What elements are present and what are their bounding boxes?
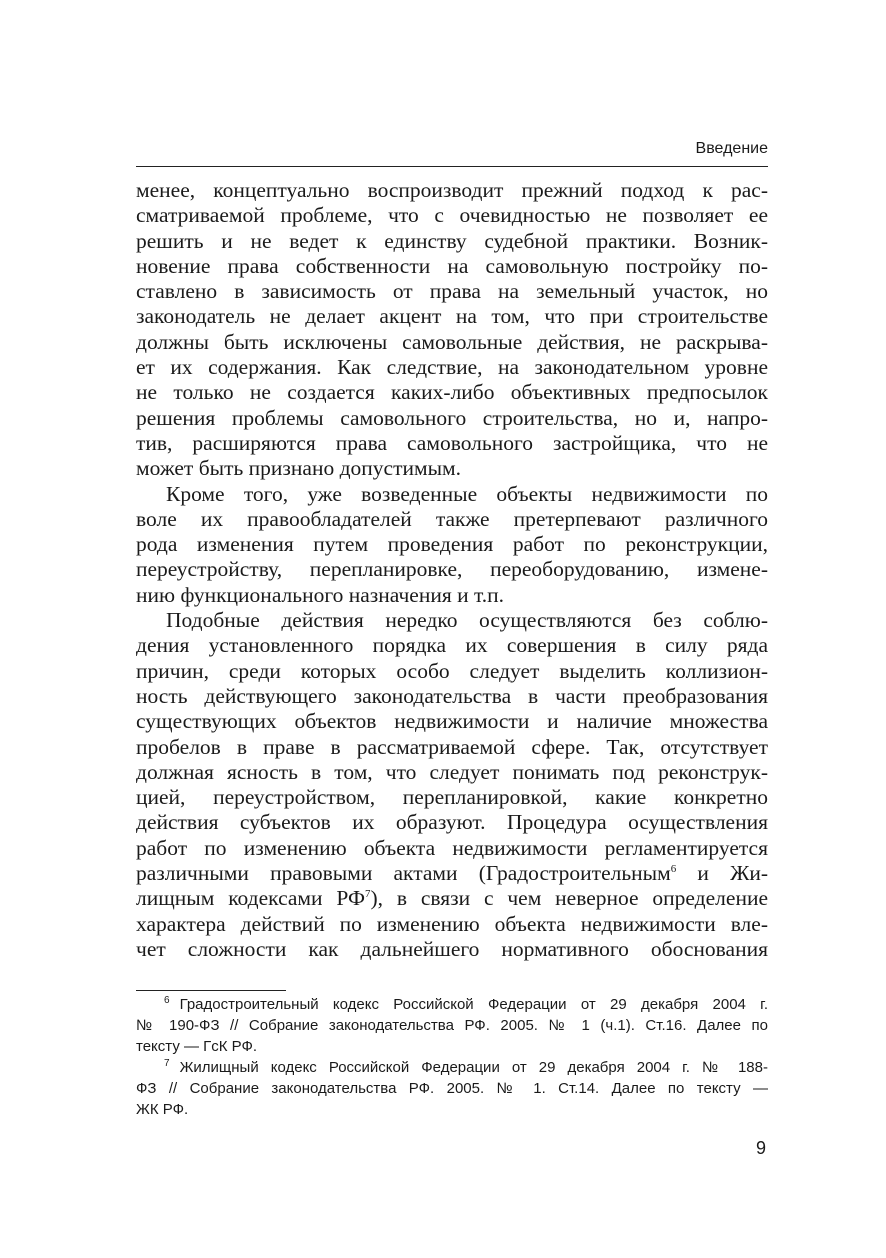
text-line: нию функционального назначения и т.п. <box>136 582 505 607</box>
footnote-line: ЖК РФ. <box>136 1101 189 1118</box>
paragraph-1 <box>136 178 768 482</box>
text-line: действия субъектов их образуют. Процедура осуществления <box>136 810 768 835</box>
text-fragment: ), в связи с чем неверное определение <box>370 886 768 911</box>
paragraph-3 <box>136 608 768 962</box>
footnote-line <box>136 994 768 1015</box>
footnote-line: тексту — ГсК РФ. <box>136 1038 258 1055</box>
text-line: рода изменения путем проведения работ по реконструкции, <box>136 532 768 557</box>
footnote-line <box>136 1057 768 1078</box>
text-line: ет их содержания. Как следствие, на законодательном уровне <box>136 355 768 380</box>
text-line: Кроме того, уже возведенные объекты недвижимости по <box>166 481 768 506</box>
text-fragment: лищным кодексами РФ <box>136 886 365 911</box>
text-line: работ по изменению объекта недвижимости регламентируется <box>136 835 768 860</box>
paragraph-2 <box>136 482 768 608</box>
text-line: причин, среди которых особо следует выделить коллизион- <box>136 658 768 683</box>
text-fragment: различными правовыми актами (Градостроительным <box>136 861 671 886</box>
footnote-mark: 6 <box>164 995 170 1006</box>
text-line: дения установленного порядка их совершения в силу ряда <box>136 633 768 658</box>
text-line: воле их правообладателей также претерпевают различного <box>136 506 768 531</box>
text-line: менее, концептуально воспроизводит прежний подход к рас- <box>136 178 768 202</box>
text-line: ность действующего законодательства в части преобразования <box>136 683 768 708</box>
footnote-6 <box>136 994 768 1057</box>
text-line: цией, переустройством, перепланировкой, какие конкретно <box>136 785 768 810</box>
text-line: должная ясность в том, что следует понимать под реконструк- <box>136 759 768 784</box>
page-number: 9 <box>755 1138 766 1158</box>
text-line: ставлено в зависимость от права на земельный участок, но <box>136 279 768 304</box>
text-line: решения проблемы самовольного строительства, но и, напро- <box>136 405 768 430</box>
footnotes <box>136 994 768 1120</box>
section-title: Введение <box>695 140 768 157</box>
footnote-7 <box>136 1057 768 1120</box>
footnote-ref-6[interactable]: 6 <box>670 863 677 876</box>
text-line: Подобные действия нередко осуществляются без соблю- <box>166 608 768 633</box>
footnote-line: ФЗ // Собрание законодательства РФ. 2005. № 1. Ст.14. Далее по тексту — <box>136 1080 768 1097</box>
footnote-divider <box>136 990 286 991</box>
footnote-mark: 7 <box>164 1058 170 1069</box>
footnote-line: № 190-ФЗ // Собрание законодательства РФ. 2005. № 1 (ч.1). Ст.16. Далее по <box>136 1017 768 1034</box>
text-line: переустройству, перепланировке, переоборудованию, измене- <box>136 557 768 582</box>
text-line: законодатель не делает акцент на том, что при строительстве <box>136 304 768 329</box>
text-line: сматриваемой проблеме, что с очевидностью не позволяет ее <box>136 203 768 228</box>
text-line: не только не создается каких-либо объективных предпосылок <box>136 380 768 405</box>
text-line: должны быть исключены самовольные действия, не раскрыва- <box>136 329 768 354</box>
text-line: может быть признано допустимым. <box>136 456 462 481</box>
text-line: новение права собственности на самовольную постройку по- <box>136 253 768 278</box>
text-line <box>136 861 768 886</box>
text-fragment: и Жи- <box>676 861 768 886</box>
text-line: решить и не ведет к единству судебной практики. Возник- <box>136 228 768 253</box>
text-line: существующих объектов недвижимости и наличие множества <box>136 709 768 734</box>
running-head <box>136 138 768 167</box>
footnote-text: Градостроительный кодекс Российской Федерации от 29 декабря 2004 г. <box>179 996 768 1013</box>
main-text <box>136 178 768 962</box>
text-line: чет сложности как дальнейшего нормативного обоснования <box>136 936 768 961</box>
text-line <box>136 886 768 911</box>
text-line: пробелов в праве в рассматриваемой сфере. Так, отсутствует <box>136 734 768 759</box>
footnote-text: Жилищный кодекс Российской Федерации от 29 декабря 2004 г. № 188- <box>179 1059 768 1076</box>
footnote-ref-7[interactable]: 7 <box>364 888 371 901</box>
text-line: тив, расширяются права самовольного застройщика, что не <box>136 430 768 455</box>
text-line: характера действий по изменению объекта недвижимости вле- <box>136 911 768 936</box>
